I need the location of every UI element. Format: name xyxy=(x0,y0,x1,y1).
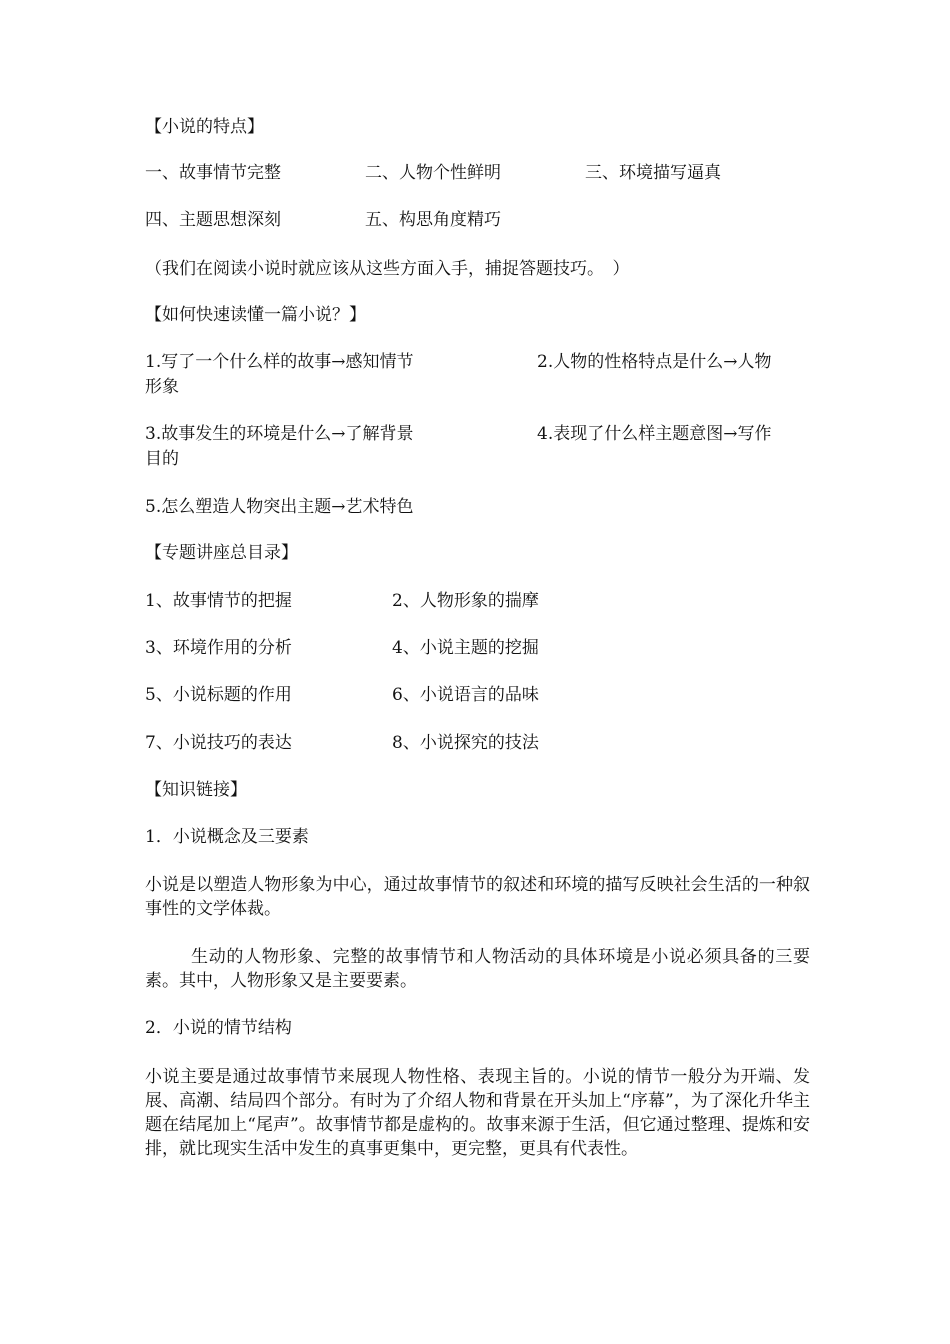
quick-read-item-1: 1.写了一个什么样的故事→感知情节 xyxy=(145,352,414,372)
features-note: （我们在阅读小说时就应该从这些方面入手，捕捉答题技巧。 ） xyxy=(145,259,630,279)
toc-item-6: 6、小说语言的品味 xyxy=(392,685,539,705)
feature-item-4: 四、主题思想深刻 xyxy=(145,210,281,230)
knowledge-paragraph-2: 生动的人物形象、完整的故事情节和人物活动的具体环境是小说必须具备的三要素。其中，人物形象又是主要要素。 xyxy=(145,947,810,991)
toc-row-1 xyxy=(0,589,950,613)
features-heading: 【小说的特点】 xyxy=(145,117,264,137)
quick-read-row-2 xyxy=(0,422,950,446)
features-row-1 xyxy=(0,161,950,185)
toc-item-1: 1、故事情节的把握 xyxy=(145,591,292,611)
feature-item-3: 三、环境描写逼真 xyxy=(585,163,721,183)
knowledge-heading-row xyxy=(0,778,950,802)
knowledge-paragraph-3: 小说主要是通过故事情节来展现人物性格、表现主旨的。小说的情节一般分为开端、发展、高潮、结局四个部分。有时为了介绍人物和背景在开头加上“序幕”，为了深化升华主题在结尾加上“尾声”。故事情节都是虚构的。故事来源于生活，但它通过整理、提炼和安排，就比现实生活中发生的真事更集中，更完整，更具有代表性。 xyxy=(145,1067,810,1159)
toc-item-5: 5、小说标题的作用 xyxy=(145,685,292,705)
quick-read-heading: 【如何快速读懂一篇小说？】 xyxy=(145,305,366,325)
knowledge-sub2-row xyxy=(0,1016,950,1040)
knowledge-subheading-1: 1．小说概念及三要素 xyxy=(145,827,309,847)
quick-read-item-5: 5.怎么塑造人物突出主题→艺术特色 xyxy=(145,497,414,517)
quick-read-row-3 xyxy=(0,495,950,519)
quick-read-item-2-wrap: 形象 xyxy=(145,377,179,397)
quick-read-item-3: 3.故事发生的环境是什么→了解背景 xyxy=(145,424,414,444)
toc-row-2 xyxy=(0,636,950,660)
quick-read-row-2-wrap xyxy=(0,447,950,471)
feature-item-2: 二、人物个性鲜明 xyxy=(365,163,501,183)
quick-read-item-4-wrap: 目的 xyxy=(145,449,179,469)
toc-heading-row xyxy=(0,541,950,565)
quick-read-row-1-wrap xyxy=(0,375,950,399)
feature-item-5: 五、构思角度精巧 xyxy=(365,210,501,230)
features-note-row xyxy=(0,257,950,281)
knowledge-sub1-row xyxy=(0,825,950,849)
quick-read-item-2: 2.人物的性格特点是什么→人物 xyxy=(537,352,772,372)
knowledge-subheading-2: 2．小说的情节结构 xyxy=(145,1018,292,1038)
quick-read-row-1 xyxy=(0,350,950,374)
knowledge-paragraph-1: 小说是以塑造人物形象为中心，通过故事情节的叙述和环境的描写反映社会生活的一种叙事性的文学体裁。 xyxy=(145,875,810,919)
toc-heading: 【专题讲座总目录】 xyxy=(145,543,298,563)
toc-row-4 xyxy=(0,731,950,755)
quick-read-heading-row xyxy=(0,303,950,327)
features-heading-row xyxy=(0,115,950,139)
features-row-2 xyxy=(0,208,950,232)
toc-item-4: 4、小说主题的挖掘 xyxy=(392,638,539,658)
toc-item-7: 7、小说技巧的表达 xyxy=(145,733,292,753)
quick-read-item-4: 4.表现了什么样主题意图→写作 xyxy=(537,424,772,444)
toc-row-3 xyxy=(0,683,950,707)
toc-item-2: 2、人物形象的揣摩 xyxy=(392,591,539,611)
knowledge-heading: 【知识链接】 xyxy=(145,780,247,800)
toc-item-3: 3、环境作用的分析 xyxy=(145,638,292,658)
toc-item-8: 8、小说探究的技法 xyxy=(392,733,539,753)
feature-item-1: 一、故事情节完整 xyxy=(145,163,281,183)
